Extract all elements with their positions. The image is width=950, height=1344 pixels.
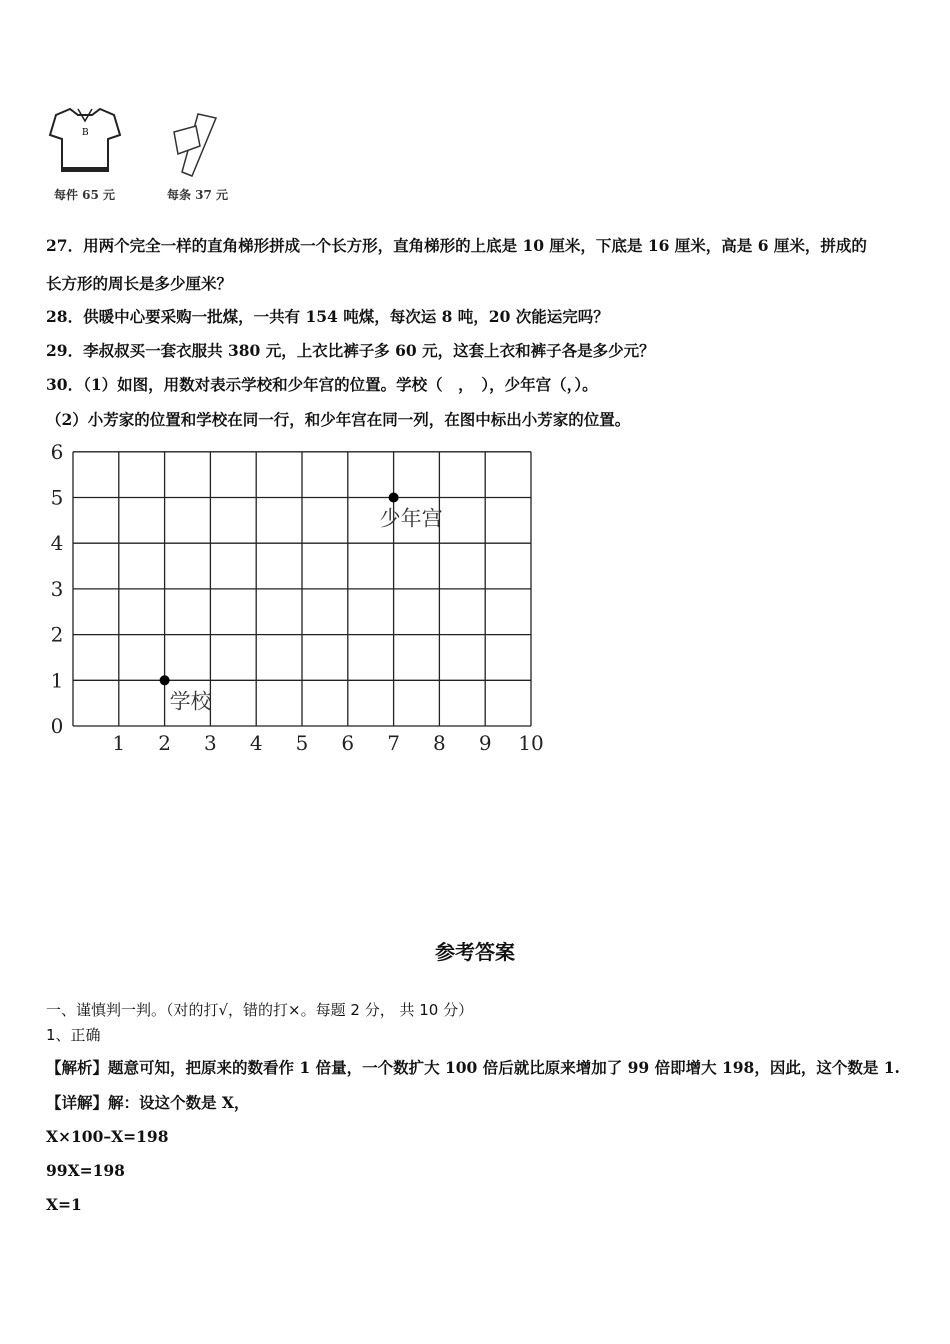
point-marker: [160, 675, 170, 685]
x-tick-label: 1: [112, 731, 126, 755]
question-27: 27．用两个完全一样的直角梯形拼成一个长方形，直角梯形的上底是 10 厘米，下底是 16 厘米，高是 6 厘米，拼成的: [46, 236, 867, 255]
answer-step-2: 99X=198: [46, 1161, 125, 1180]
y-tick-label: 5: [50, 485, 64, 510]
answer-step-1: X×100–X=198: [46, 1127, 169, 1146]
point-label: 学校: [169, 689, 212, 714]
point-label: 少年宫: [379, 506, 443, 531]
question-29: 29．李叔叔买一套衣服共 380 元，上衣比裤子多 60 元，这套上衣和裤子各是多少元？: [46, 341, 655, 360]
answer-item-1: 1、正确: [46, 1026, 101, 1044]
svg-text:B: B: [82, 128, 89, 138]
question-30-2: （2）小芳家的位置和学校在同一行，和少年宫在同一列，在图中标出小芳家的位置。: [46, 410, 631, 429]
answer-detail: 【详解】解：设这个数是 X，: [46, 1093, 250, 1112]
shirt-price: 每件 65 元: [54, 188, 116, 202]
question-27-cont: 长方形的周长是多少厘米？: [46, 274, 233, 293]
answer-title: 参考答案: [435, 940, 515, 964]
x-tick-label: 10: [518, 731, 544, 755]
answer-step-3: X=1: [46, 1195, 82, 1214]
question-30-1: 30．（1）如图，用数对表示学校和少年宫的位置。学校（ ， ），少年宫（，）。: [46, 375, 598, 394]
y-tick-label: 0: [50, 714, 64, 738]
y-tick-label: 4: [50, 531, 64, 556]
point-marker: [389, 493, 399, 503]
x-tick-label: 6: [341, 731, 355, 755]
x-tick-label: 5: [295, 731, 309, 755]
x-tick-label: 7: [387, 731, 400, 755]
x-tick-label: 8: [433, 731, 446, 755]
answer-section: 一、谨慎判一判。（对的打√，错的打×。每题 2 分， 共 10 分）: [46, 1001, 474, 1019]
y-tick-label: 3: [50, 576, 64, 601]
question-28: 28．供暖中心要采购一批煤，一共有 154 吨煤，每次运 8 吨，20 次能运完吗？: [46, 307, 609, 326]
x-tick-label: 3: [204, 731, 217, 755]
x-tick-label: 2: [158, 731, 171, 755]
y-tick-label: 6: [50, 439, 64, 464]
y-tick-label: 1: [50, 668, 64, 693]
x-tick-label: 4: [249, 731, 263, 755]
y-tick-label: 2: [50, 622, 64, 647]
x-tick-label: 9: [478, 731, 492, 755]
answer-analysis: 【解析】题意可知，把原来的数看作 1 倍量，一个数扩大 100 倍后就比原来增加了 99 倍即增大 198，因此，这个数是 1.: [46, 1058, 900, 1077]
pants-price: 每条 37 元: [167, 188, 229, 202]
